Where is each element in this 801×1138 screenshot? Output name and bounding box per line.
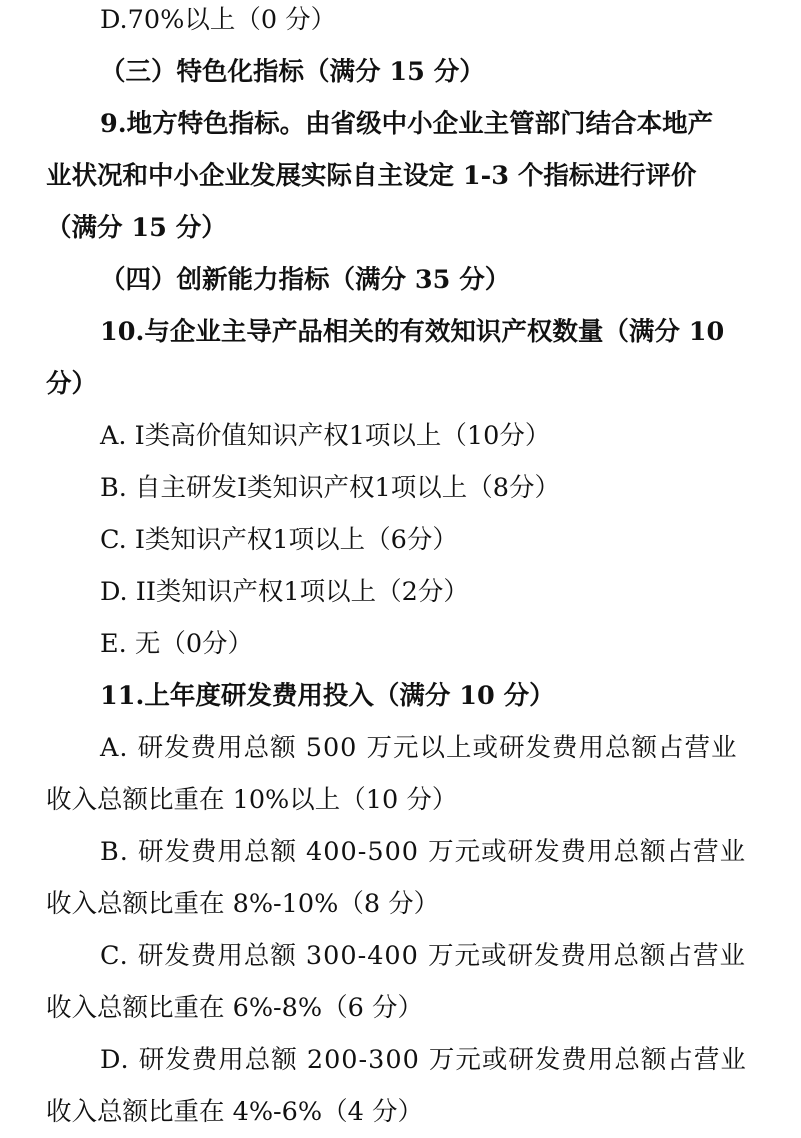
item-10-line-2: 分） bbox=[46, 369, 98, 399]
item-9-line-3: （满分 15 分） bbox=[46, 213, 227, 243]
section-heading-4: （四）创新能力指标（满分 35 分） bbox=[100, 265, 511, 295]
item-10-option-a: A. I类高价值知识产权1项以上（10分） bbox=[100, 421, 551, 451]
option-d-70-percent: D.70%以上（0 分） bbox=[100, 5, 337, 35]
item-10-option-e: E. 无（0分） bbox=[100, 629, 254, 659]
item-11-option-b-line-1: B. 研发费用总额 400-500 万元或研发费用总额占营业 bbox=[100, 837, 747, 867]
item-10-line-1: 10.与企业主导产品相关的有效知识产权数量（满分 10 bbox=[100, 317, 725, 347]
item-9-line-1: 9.地方特色指标。由省级中小企业主管部门结合本地产 bbox=[100, 109, 714, 139]
item-11-option-b-line-2: 收入总额比重在 8%-10%（8 分） bbox=[46, 889, 440, 919]
section-heading-3: （三）特色化指标（满分 15 分） bbox=[100, 57, 485, 87]
item-11-option-c-line-2: 收入总额比重在 6%-8%（6 分） bbox=[46, 993, 423, 1023]
item-11-option-a-line-1: A. 研发费用总额 500 万元以上或研发费用总额占营业 bbox=[100, 733, 738, 763]
item-11-heading: 11.上年度研发费用投入（满分 10 分） bbox=[100, 681, 555, 711]
item-11-option-d-line-2: 收入总额比重在 4%-6%（4 分） bbox=[46, 1097, 423, 1127]
item-9-line-2: 业状况和中小企业发展实际自主设定 1-3 个指标进行评价 bbox=[46, 161, 697, 191]
item-10-option-c: C. I类知识产权1项以上（6分） bbox=[100, 525, 458, 555]
item-11-option-c-line-1: C. 研发费用总额 300-400 万元或研发费用总额占营业 bbox=[100, 941, 746, 971]
item-11-option-a-line-2: 收入总额比重在 10%以上（10 分） bbox=[46, 785, 458, 815]
item-11-option-d-line-1: D. 研发费用总额 200-300 万元或研发费用总额占营业 bbox=[100, 1045, 747, 1075]
item-10-option-b: B. 自主研发I类知识产权1项以上（8分） bbox=[100, 473, 560, 503]
item-10-option-d: D. II类知识产权1项以上（2分） bbox=[100, 577, 469, 607]
